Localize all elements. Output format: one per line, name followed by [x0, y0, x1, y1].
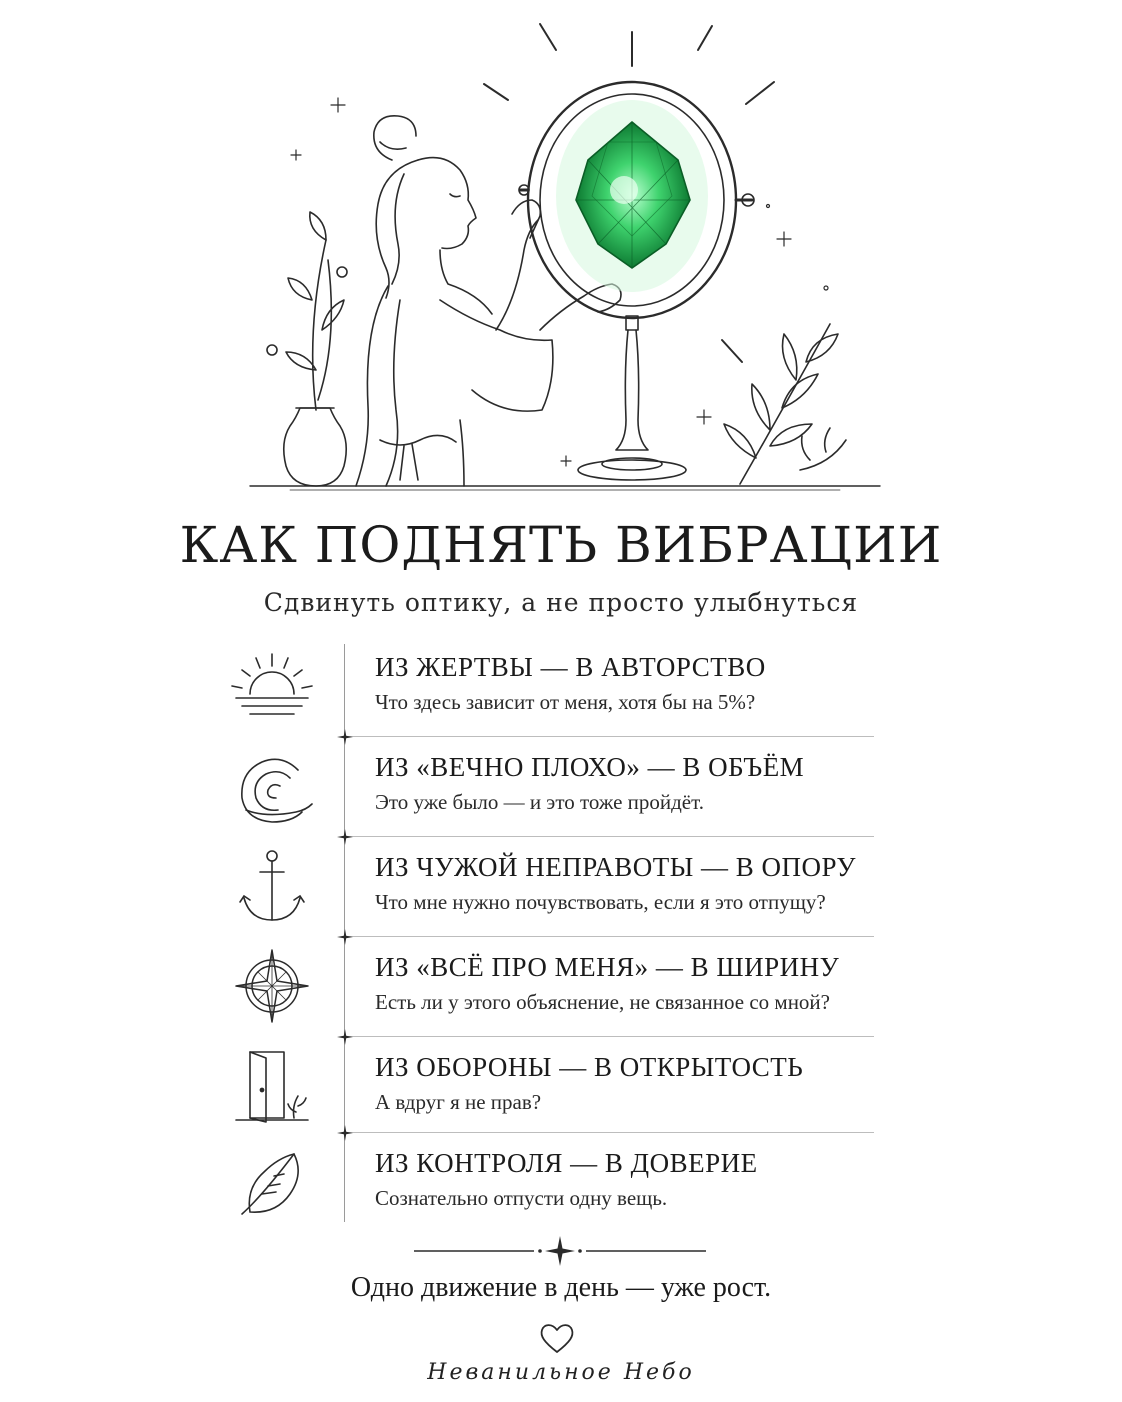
item-text: Это уже было — и это тоже пройдёт.	[375, 790, 704, 814]
item-text: Что мне нужно почувствовать, если я это отпущу?	[375, 890, 826, 914]
list-separator	[344, 1036, 874, 1037]
list-item	[220, 838, 900, 936]
list-separator	[344, 936, 874, 937]
footer-text: Одно движение в день — уже рост.	[350, 1272, 772, 1303]
item-title: ИЗ «ВЕЧНО ПЛОХО» — В ОБЪЁМ	[375, 752, 805, 782]
list-separator	[344, 1132, 874, 1133]
feather-icon	[228, 1144, 316, 1222]
item-title: ИЗ КОНТРОЛЯ — В ДОВЕРИЕ	[375, 1148, 758, 1178]
list-item	[220, 738, 900, 836]
item-text: А вдруг я не прав?	[375, 1090, 542, 1114]
anchor-icon	[228, 848, 316, 926]
list-separator	[344, 836, 874, 837]
list-item	[220, 938, 900, 1036]
sparkles	[291, 98, 828, 466]
ornament-divider	[410, 1236, 710, 1266]
list-item	[220, 638, 900, 736]
illustration-woman-mirror	[0, 0, 1122, 500]
list-separator	[344, 736, 874, 737]
signature: Неванильное Небо	[427, 1360, 695, 1385]
compass-rose-icon	[228, 948, 316, 1026]
sunrise-icon	[228, 648, 316, 726]
wave-icon	[228, 748, 316, 826]
item-text: Есть ли у этого объяснение, не связанное со мной?	[375, 990, 830, 1014]
list-item	[220, 1038, 900, 1136]
emerald-gem-icon	[556, 100, 708, 292]
open-door-icon	[228, 1048, 316, 1126]
list-item	[220, 1134, 900, 1232]
heart-icon	[538, 1320, 576, 1356]
branch-right	[724, 324, 846, 484]
vase-plant	[267, 212, 347, 486]
page-subtitle: Сдвинуть оптику, а не просто улыбнуться	[263, 588, 859, 617]
item-text: Сознательно отпусти одну вещь.	[375, 1186, 668, 1210]
item-title: ИЗ ЖЕРТВЫ — В АВТОРСТВО	[375, 652, 766, 682]
item-text: Что здесь зависит от меня, хотя бы на 5%?	[375, 690, 756, 714]
item-title: ИЗ ЧУЖОЙ НЕПРАВОТЫ — В ОПОРУ	[375, 852, 857, 882]
item-title: ИЗ «ВСЁ ПРО МЕНЯ» — В ШИРИНУ	[375, 952, 840, 982]
item-title: ИЗ ОБОРОНЫ — В ОТКРЫТОСТЬ	[375, 1052, 804, 1082]
shift-list	[220, 638, 900, 1228]
page-title: КАК ПОДНЯТЬ ВИБРАЦИИ	[179, 516, 943, 574]
